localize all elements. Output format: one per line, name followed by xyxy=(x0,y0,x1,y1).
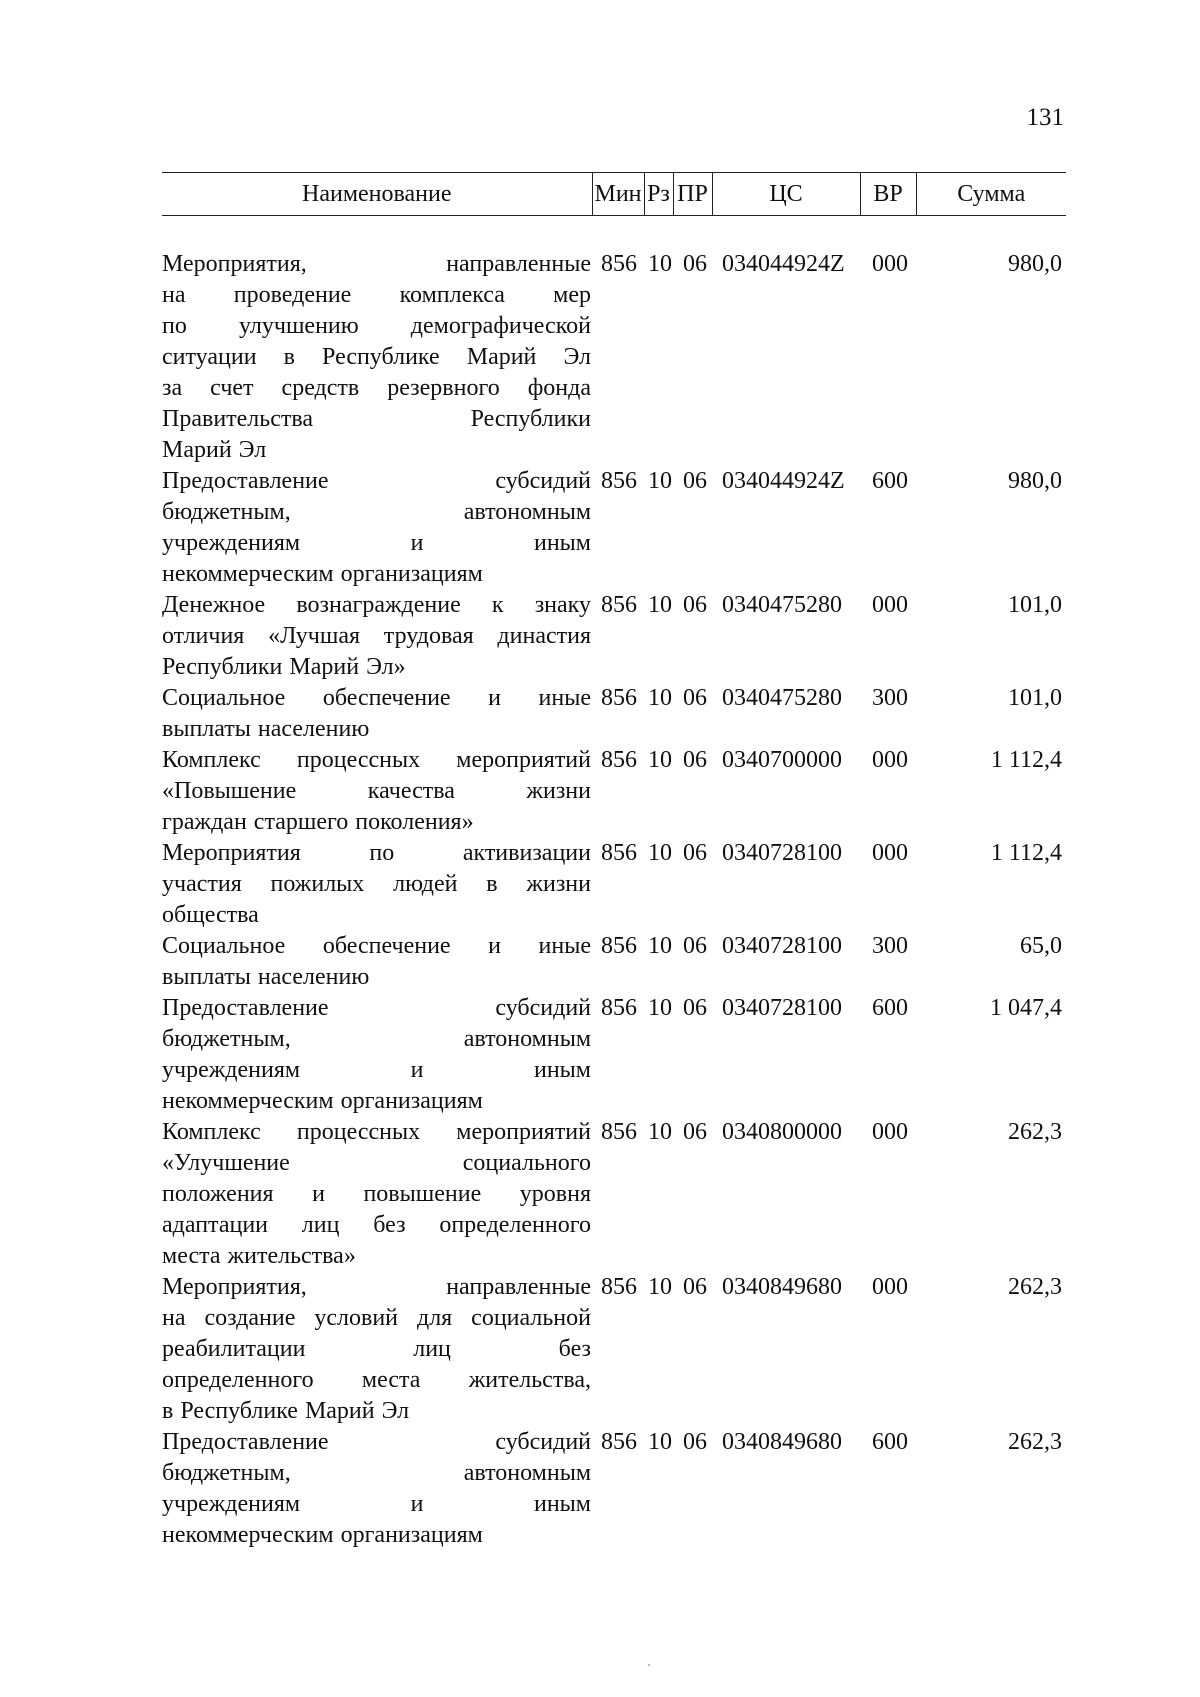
row-sum: 1 112,4 xyxy=(990,747,1062,773)
table-row xyxy=(162,1427,1072,1551)
table-row xyxy=(162,838,1072,931)
row-name-line: учреждениям и иным xyxy=(162,1491,591,1517)
row-vr: 600 xyxy=(872,1429,908,1455)
table-row xyxy=(162,683,1072,745)
row-name-line: некоммерческим организациям xyxy=(162,1522,483,1548)
row-name-line: определенного места жительства, xyxy=(162,1367,591,1393)
row-cs: 0340728100 xyxy=(722,840,842,866)
row-sum: 262,3 xyxy=(1008,1429,1062,1455)
row-rz: 10 xyxy=(648,747,672,773)
row-name-line: Мероприятия, направленные xyxy=(162,1274,591,1300)
row-name-line: на проведение комплекса мер xyxy=(162,282,591,308)
row-name-line: бюджетным, автономным xyxy=(162,1460,591,1486)
row-min: 856 xyxy=(601,840,637,866)
row-rz: 10 xyxy=(648,685,672,711)
row-vr: 000 xyxy=(872,840,908,866)
row-sum: 65,0 xyxy=(1020,933,1062,959)
row-name-line: места жительства» xyxy=(162,1243,356,1269)
row-vr: 600 xyxy=(872,995,908,1021)
row-rz: 10 xyxy=(648,995,672,1021)
row-name-line: адаптации лиц без определенного xyxy=(162,1212,591,1238)
row-sum: 262,3 xyxy=(1008,1119,1062,1145)
row-cs: 0340475280 xyxy=(722,592,842,618)
row-cs: 0340728100 xyxy=(722,933,842,959)
row-sum: 1 112,4 xyxy=(990,840,1062,866)
row-pr: 06 xyxy=(683,1274,707,1300)
header-name: Наименование xyxy=(162,173,592,216)
row-name-line: Социальное обеспечение и иные xyxy=(162,933,591,959)
row-rz: 10 xyxy=(648,1429,672,1455)
row-name-line: Социальное обеспечение и иные xyxy=(162,685,591,711)
row-name-line: выплаты населению xyxy=(162,964,370,990)
table-header xyxy=(162,172,1066,216)
row-name xyxy=(162,466,591,590)
row-name-line: на создание условий для социальной xyxy=(162,1305,591,1331)
row-name xyxy=(162,1427,591,1551)
row-cs: 0340475280 xyxy=(722,685,842,711)
row-name-line: положения и повышение уровня xyxy=(162,1181,591,1207)
row-sum: 980,0 xyxy=(1008,251,1062,277)
row-name-line: бюджетным, автономным xyxy=(162,499,591,525)
row-name xyxy=(162,838,591,931)
row-name-line: Мероприятия, направленные xyxy=(162,251,591,277)
row-min: 856 xyxy=(601,1119,637,1145)
row-rz: 10 xyxy=(648,592,672,618)
row-name-line: учреждениям и иным xyxy=(162,530,591,556)
row-name-line: «Улучшение социального xyxy=(162,1150,591,1176)
row-pr: 06 xyxy=(683,995,707,1021)
row-name-line: Мероприятия по активизации xyxy=(162,840,591,866)
row-name-line: «Повышение качества жизни xyxy=(162,778,591,804)
row-pr: 06 xyxy=(683,592,707,618)
row-vr: 000 xyxy=(872,592,908,618)
row-vr: 000 xyxy=(872,251,908,277)
header-sum: Сумма xyxy=(916,173,1066,216)
row-name-line: некоммерческим организациям xyxy=(162,561,483,587)
row-name-line: Предоставление субсидий xyxy=(162,995,591,1021)
row-rz: 10 xyxy=(648,1119,672,1145)
row-name-line: бюджетным, автономным xyxy=(162,1026,591,1052)
row-name-line: в Республике Марий Эл xyxy=(162,1398,410,1424)
row-sum: 1 047,4 xyxy=(990,995,1062,1021)
table-row xyxy=(162,249,1072,466)
row-name-line: за счет средств резервного фонда xyxy=(162,375,591,401)
header-cs: ЦС xyxy=(712,173,860,216)
table-row xyxy=(162,590,1072,683)
row-vr: 000 xyxy=(872,1274,908,1300)
row-pr: 06 xyxy=(683,840,707,866)
row-name-line: выплаты населению xyxy=(162,716,370,742)
row-name-line: Денежное вознаграждение к знаку xyxy=(162,592,591,618)
header-rz: Рз xyxy=(644,173,673,216)
row-cs: 0340849680 xyxy=(722,1429,842,1455)
row-vr: 000 xyxy=(872,1119,908,1145)
row-rz: 10 xyxy=(648,933,672,959)
table-row xyxy=(162,993,1072,1117)
row-min: 856 xyxy=(601,685,637,711)
scan-speck xyxy=(648,1664,650,1666)
row-pr: 06 xyxy=(683,933,707,959)
row-name-line: учреждениям и иным xyxy=(162,1057,591,1083)
row-name xyxy=(162,931,591,993)
row-sum: 980,0 xyxy=(1008,468,1062,494)
row-name-line: некоммерческим организациям xyxy=(162,1088,483,1114)
row-min: 856 xyxy=(601,251,637,277)
row-name-line: Комплекс процессных мероприятий xyxy=(162,747,591,773)
row-name-line: отличия «Лучшая трудовая династия xyxy=(162,623,591,649)
table-row xyxy=(162,1117,1072,1272)
row-cs: 0340800000 xyxy=(722,1119,842,1145)
row-name-line: Марий Эл xyxy=(162,437,267,463)
row-min: 856 xyxy=(601,468,637,494)
row-cs: 034044924Z xyxy=(722,468,845,494)
row-pr: 06 xyxy=(683,685,707,711)
row-name-line: Комплекс процессных мероприятий xyxy=(162,1119,591,1145)
row-name-line: ситуации в Республике Марий Эл xyxy=(162,344,591,370)
row-name-line: Предоставление субсидий xyxy=(162,1429,591,1455)
row-name xyxy=(162,683,591,745)
table-body xyxy=(162,249,1072,1551)
table-row xyxy=(162,466,1072,590)
row-name-line: по улучшению демографической xyxy=(162,313,591,339)
row-name xyxy=(162,590,591,683)
row-sum: 101,0 xyxy=(1008,592,1062,618)
row-name xyxy=(162,993,591,1117)
row-pr: 06 xyxy=(683,1429,707,1455)
table-row xyxy=(162,1272,1072,1427)
row-name xyxy=(162,745,591,838)
table-row xyxy=(162,931,1072,993)
row-min: 856 xyxy=(601,592,637,618)
row-name-line: Предоставление субсидий xyxy=(162,468,591,494)
row-min: 856 xyxy=(601,1274,637,1300)
header-vr: ВР xyxy=(860,173,916,216)
row-vr: 300 xyxy=(872,933,908,959)
row-min: 856 xyxy=(601,995,637,1021)
row-rz: 10 xyxy=(648,251,672,277)
row-name-line: участия пожилых людей в жизни xyxy=(162,871,591,897)
row-pr: 06 xyxy=(683,747,707,773)
row-name xyxy=(162,1117,591,1272)
row-sum: 101,0 xyxy=(1008,685,1062,711)
row-name-line: общества xyxy=(162,902,259,928)
row-pr: 06 xyxy=(683,1119,707,1145)
row-cs: 0340700000 xyxy=(722,747,842,773)
row-rz: 10 xyxy=(648,468,672,494)
row-min: 856 xyxy=(601,1429,637,1455)
row-name-line: Республики Марий Эл» xyxy=(162,654,406,680)
row-sum: 262,3 xyxy=(1008,1274,1062,1300)
row-vr: 300 xyxy=(872,685,908,711)
header-pr: ПР xyxy=(673,173,712,216)
header-min: Мин xyxy=(592,173,644,216)
row-cs: 034044924Z xyxy=(722,251,845,277)
row-cs: 0340728100 xyxy=(722,995,842,1021)
row-pr: 06 xyxy=(683,468,707,494)
row-cs: 0340849680 xyxy=(722,1274,842,1300)
table-row xyxy=(162,745,1072,838)
page-number: 131 xyxy=(1026,104,1064,131)
row-min: 856 xyxy=(601,747,637,773)
row-min: 856 xyxy=(601,933,637,959)
row-vr: 000 xyxy=(872,747,908,773)
row-name-line: реабилитации лиц без xyxy=(162,1336,591,1362)
row-name xyxy=(162,249,591,466)
row-name-line: граждан старшего поколения» xyxy=(162,809,474,835)
row-name xyxy=(162,1272,591,1427)
row-name-line: Правительства Республики xyxy=(162,406,591,432)
row-rz: 10 xyxy=(648,840,672,866)
row-pr: 06 xyxy=(683,251,707,277)
row-rz: 10 xyxy=(648,1274,672,1300)
row-vr: 600 xyxy=(872,468,908,494)
